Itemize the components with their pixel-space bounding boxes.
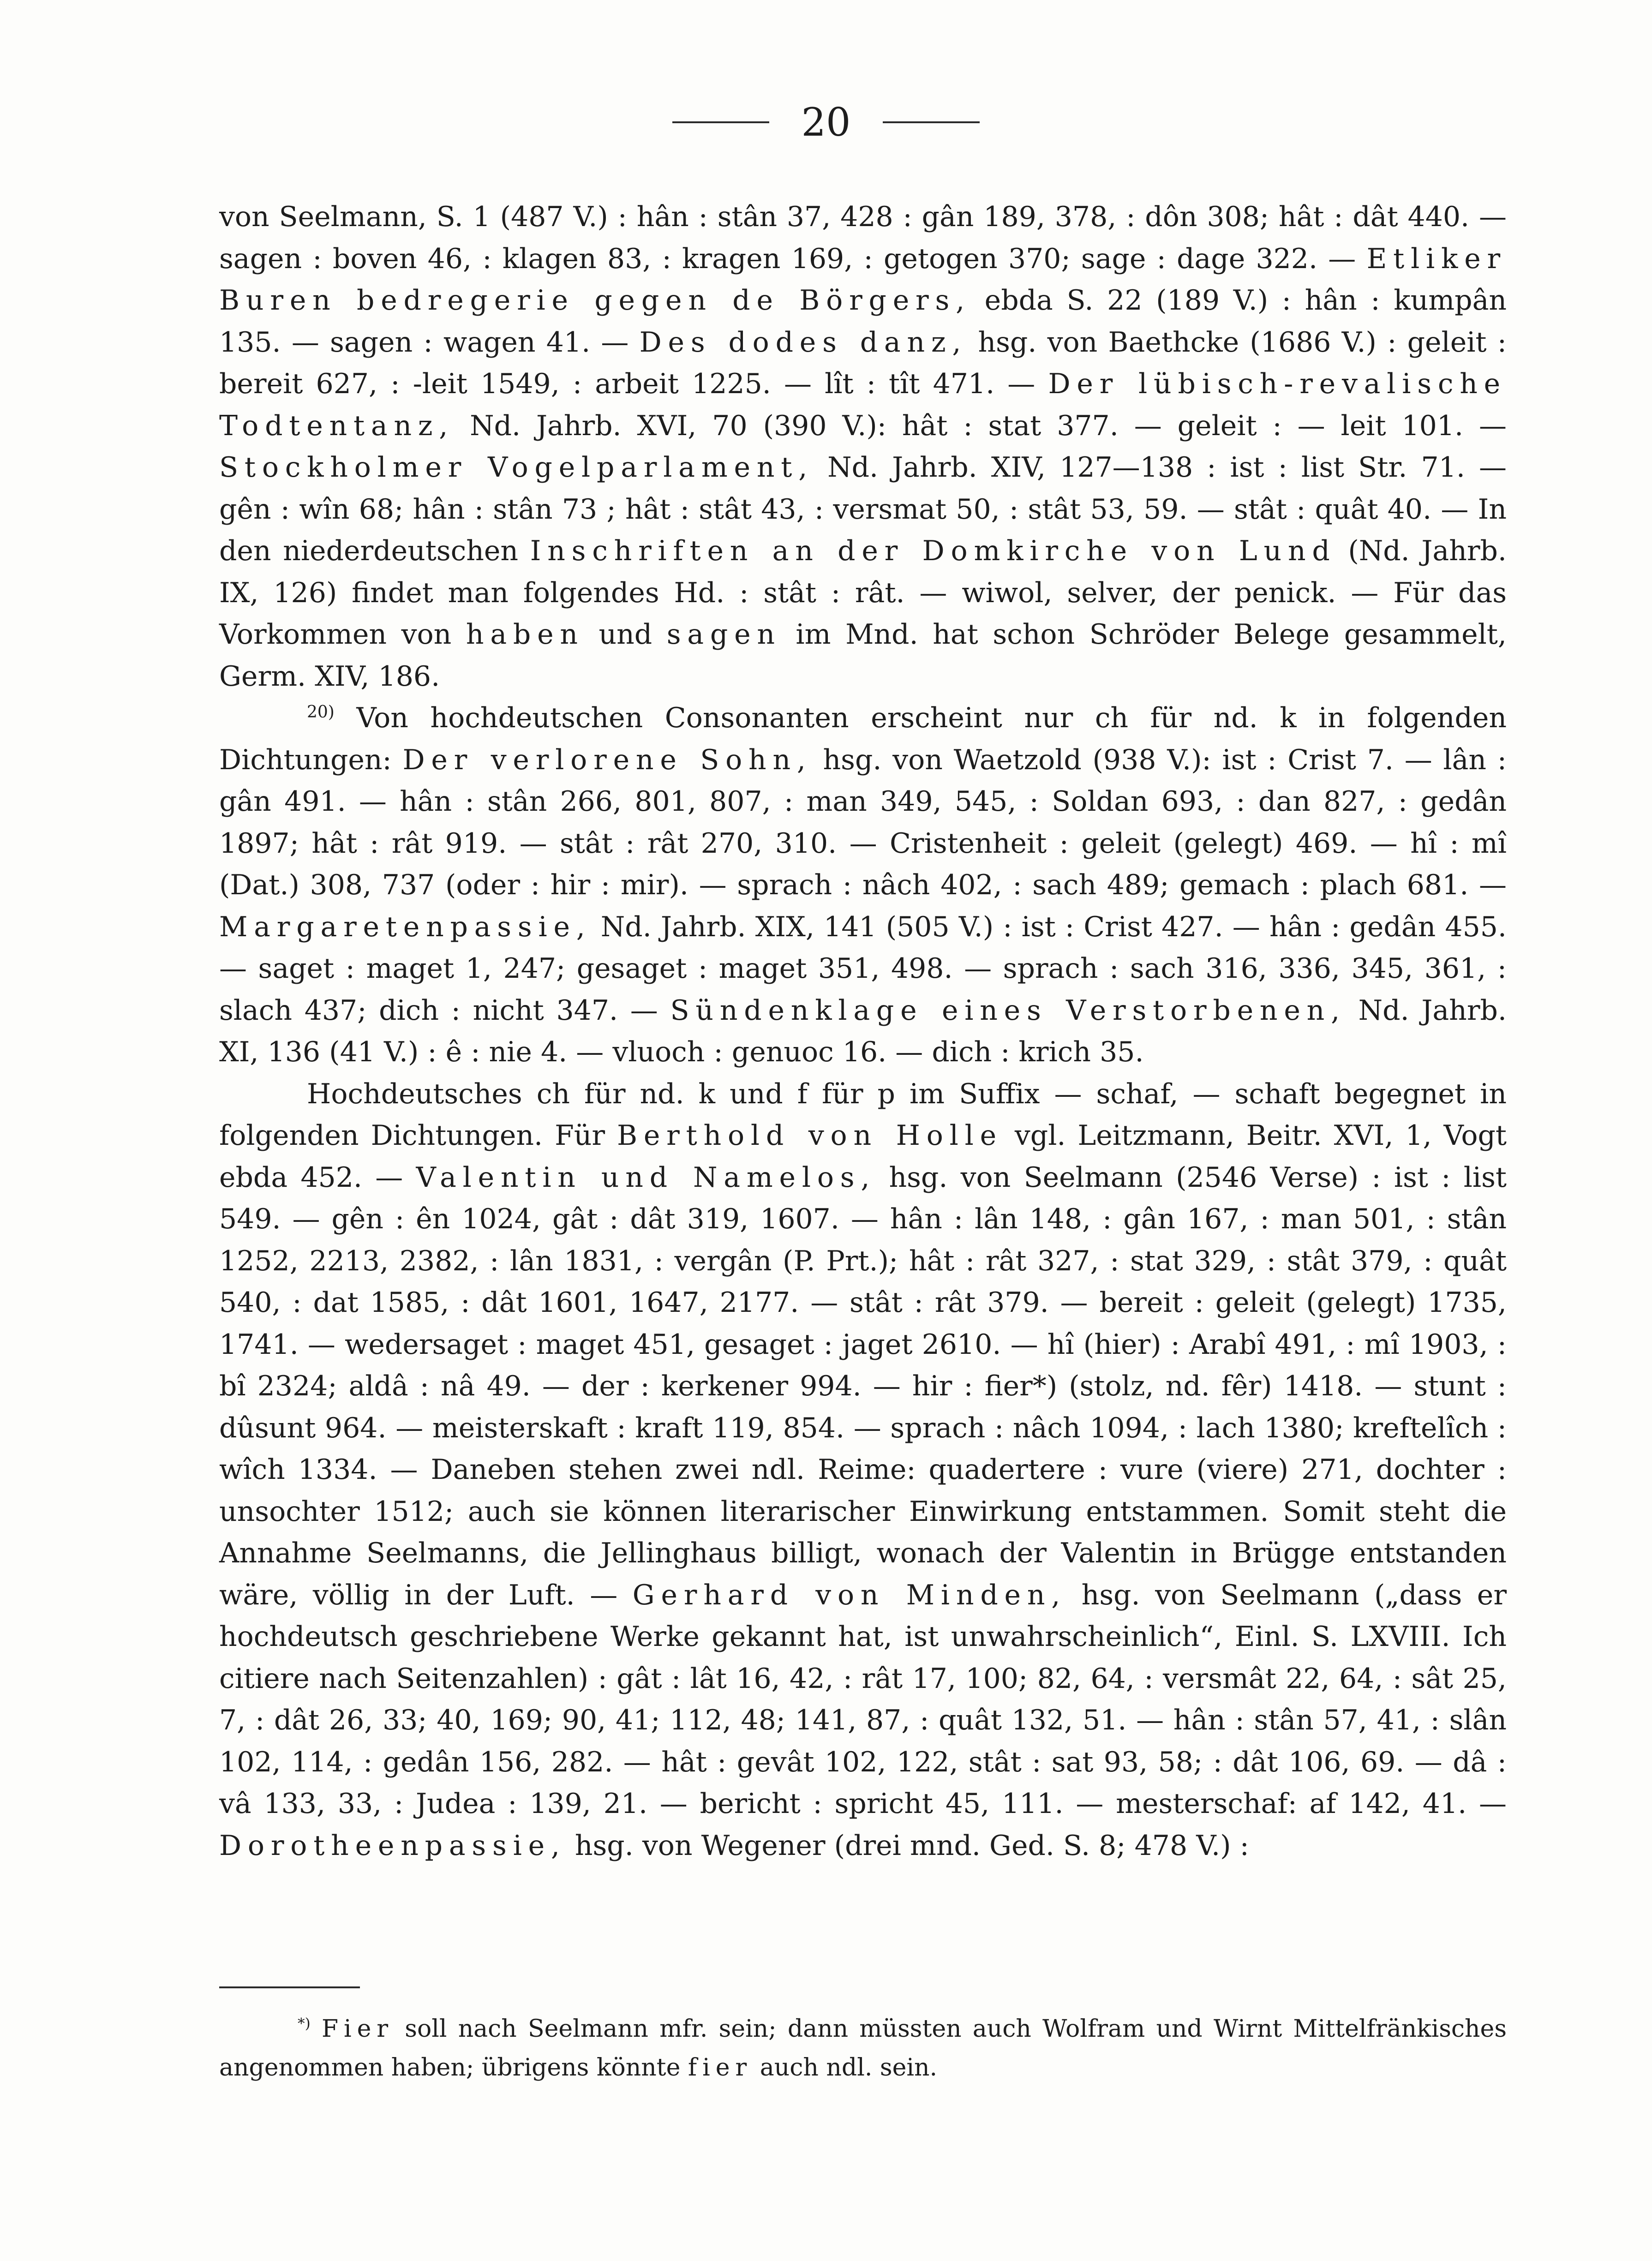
body-text: [219, 196, 1507, 1866]
paragraph-3: Hochdeutsches ch für nd. k und f für p im Suffix — schaf, — schaft begegnet in folgenden Dichtungen. Für Berthold von Holle vgl. Leitzmann, Beitr. XVI, 1, Vogt ebda 452. — Valentin und Namelos, hsg. von Seelmann (2546 Verse) : ist : list 549. — gên : ên 1024, gât : dât 319, 1607. — hân : lân 148, : gân 167, : man 501, : stân 1252, 2213, 2382, : lân 1831, : vergân (P. Prt.); hât : rât 327, : stat 329, : stât 379, : quât 540, : dat 1585, : dât 1601, 1647, 2177. — stât : rât 379. — bereit : geleit (gelegt) 1735, 1741. — wedersaget : maget 451, gesaget : jaget 2610. — hî (hier) : Arabî 491, : mî 1903, : bî 2324; aldâ : nâ 49. — der : kerkener 994. — hir : fier*) (stolz, nd. fêr) 1418. — stunt : dûsunt 964. — meisterskaft : kraft 119, 854. — sprach : nâch 1094, : lach 1380; kreftelîch : wîch 1334. — Daneben stehen zwei ndl. Reime: quadertere : vure (viere) 271, dochter : unsochter 1512; auch sie können literarischer Einwirkung entstammen. Somit steht die Annahme Seelmanns, die Jellinghaus billigt, wonach der Valentin in Brügge entstanden wäre, völlig in der Luft. — Gerhard von Minden, hsg. von Seelmann („dass er hochdeutsch geschriebene Werke gekannt hat, ist unwahrscheinlich“, Einl. S. LXVIII. Ich citiere nach Seitenzahlen) : gât : lât 16, 42, : rât 17, 100; 82, 64, : versmât 22, 64, : sât 25, 7, : dât 26, 33; 40, 169; 90, 41; 112, 48; 141, 87, : quât 132, 51. — hân : stân 57, 41, : slân 102, 114, : gedân 156, 282. — hât : gevât 102, 122, stât : sat 93, 58; : dât 106, 69. — dâ : vâ 133, 33, : Judea : 139, 21. — bericht : spricht 45, 111. — mesterschaf: af 142, 41. — Dorotheenpassie, hsg. von Wegener (drei mnd. Ged. S. 8; 478 V.) :: [219, 1077, 1507, 1862]
title-dorotheenpassie: Dorotheenpassie,: [219, 1829, 566, 1862]
page-number: 20: [801, 100, 851, 145]
title-todtentanz: Der lübisch-revalische Todtentanz,: [219, 368, 1507, 442]
paragraph-2: $^{20)}$ Von hochdeutschen Consonanten erscheint nur ch für nd. k in folgenden Dichtungen: Der verlorene Sohn, hsg. von Waetzold (938 V.): ist : Crist 7. — lân : gân 491. — hân : stân 266, 801, 807, : man 349, 545, : Soldan 693, : dan 827, : gedân 1897; hât : rât 919. — stât : rât 270, 310. — Cristenheit : geleit (gelegt) 469. — hî : mî (Dat.) 308, 737 (oder : hir : mir). — sprach : nâch 402, : sach 489; gemach : plach 681. — Margaretenpassie, Nd. Jahrb. XIX, 141 (505 V.) : ist : Crist 427. — hân : gedân 455. — saget : maget 1, 247; gesaget : maget 351, 498. — sprach : sach 316, 336, 345, 361, : slach 437; dich : nicht 347. — Sündenklage eines Verstorbenen, Nd. Jahrb. XI, 136 (41 V.) : ê : nie 4. — vluoch : genuoc 16. — dich : krich 35.: [219, 702, 1507, 1068]
title-margaretenpassie: Margaretenpassie,: [219, 910, 592, 943]
footnote-separator: [219, 1986, 360, 1988]
term-haben: haben: [466, 618, 584, 651]
footnote-mark: *): [298, 2015, 311, 2032]
title-vogelparlament: Stockholmer Vogelparlament,: [219, 451, 814, 484]
page-header: [0, 97, 1652, 148]
header-rule-right: [883, 121, 980, 123]
footnote: [219, 2010, 1507, 2087]
title-inschriften-lund: Inschriften an der Domkirche von Lund: [530, 535, 1336, 567]
title-des-dodes-danz: Des dodes danz,: [639, 326, 968, 359]
term-sagen: sagen: [666, 618, 781, 651]
title-suendenklage: Sündenklage eines Verstorbenen,: [670, 994, 1346, 1027]
title-valentin-namelos: Valentin und Namelos,: [416, 1161, 876, 1194]
header-rule-left: [672, 121, 769, 123]
footnote-term-fier: Fier: [321, 2015, 394, 2043]
title-berthold-von-holle: Berthold von Holle: [617, 1119, 1003, 1152]
footnote-text: *) Fier soll nach Seelmann mfr. sein; dann müssten auch Wolfram und Wirnt Mittelfränkisches angenommen haben; übrigens könnte fier auch ndl. sein.: [219, 2015, 1507, 2082]
note-reference-20: 20): [307, 703, 335, 722]
paragraph-1: von Seelmann, S. 1 (487 V.) : hân : stân 37, 428 : gân 189, 378, : dôn 308; hât : dât 440. — sagen : boven 46, : klagen 83, : kragen 169, : getogen 370; sage : dage 322. — Etliker Buren bedregerie gegen de Börgers, ebda S. 22 (189 V.) : hân : kumpân 135. — sagen : wagen 41. — Des dodes danz, hsg. von Baethcke (1686 V.) : geleit : bereit 627, : -leit 1549, : arbeit 1225. — lît : tît 471. — Der lübisch-revalische Todtentanz, Nd. Jahrb. XVI, 70 (390 V.): hât : stat 377. — geleit : — leit 101. — Stockholmer Vogelparlament, Nd. Jahrb. XIV, 127—138 : ist : list Str. 71. — gên : wîn 68; hân : stân 73 ; hât : stât 43, : versmat 50, : stât 53, 59. — stât : quât 40. — In den niederdeutschen Inschriften an der Domkirche von Lund (Nd. Jahrb. IX, 126) findet man folgendes Hd. : stât : rât. — wiwol, selver, der penick. — Für das Vorkommen von haben und sagen im Mnd. hat schon Schröder Belege gesammelt, Germ. XIV, 186.: [219, 201, 1507, 693]
title-verlorene-sohn: Der verlorene Sohn,: [402, 743, 812, 776]
title-etliker-buren: Etliker Buren bedregerie gegen de Börgers,: [219, 242, 1507, 317]
title-gerhard-von-minden: Gerhard von Minden,: [632, 1579, 1067, 1611]
footnote-term-fier-2: fier: [688, 2054, 753, 2082]
